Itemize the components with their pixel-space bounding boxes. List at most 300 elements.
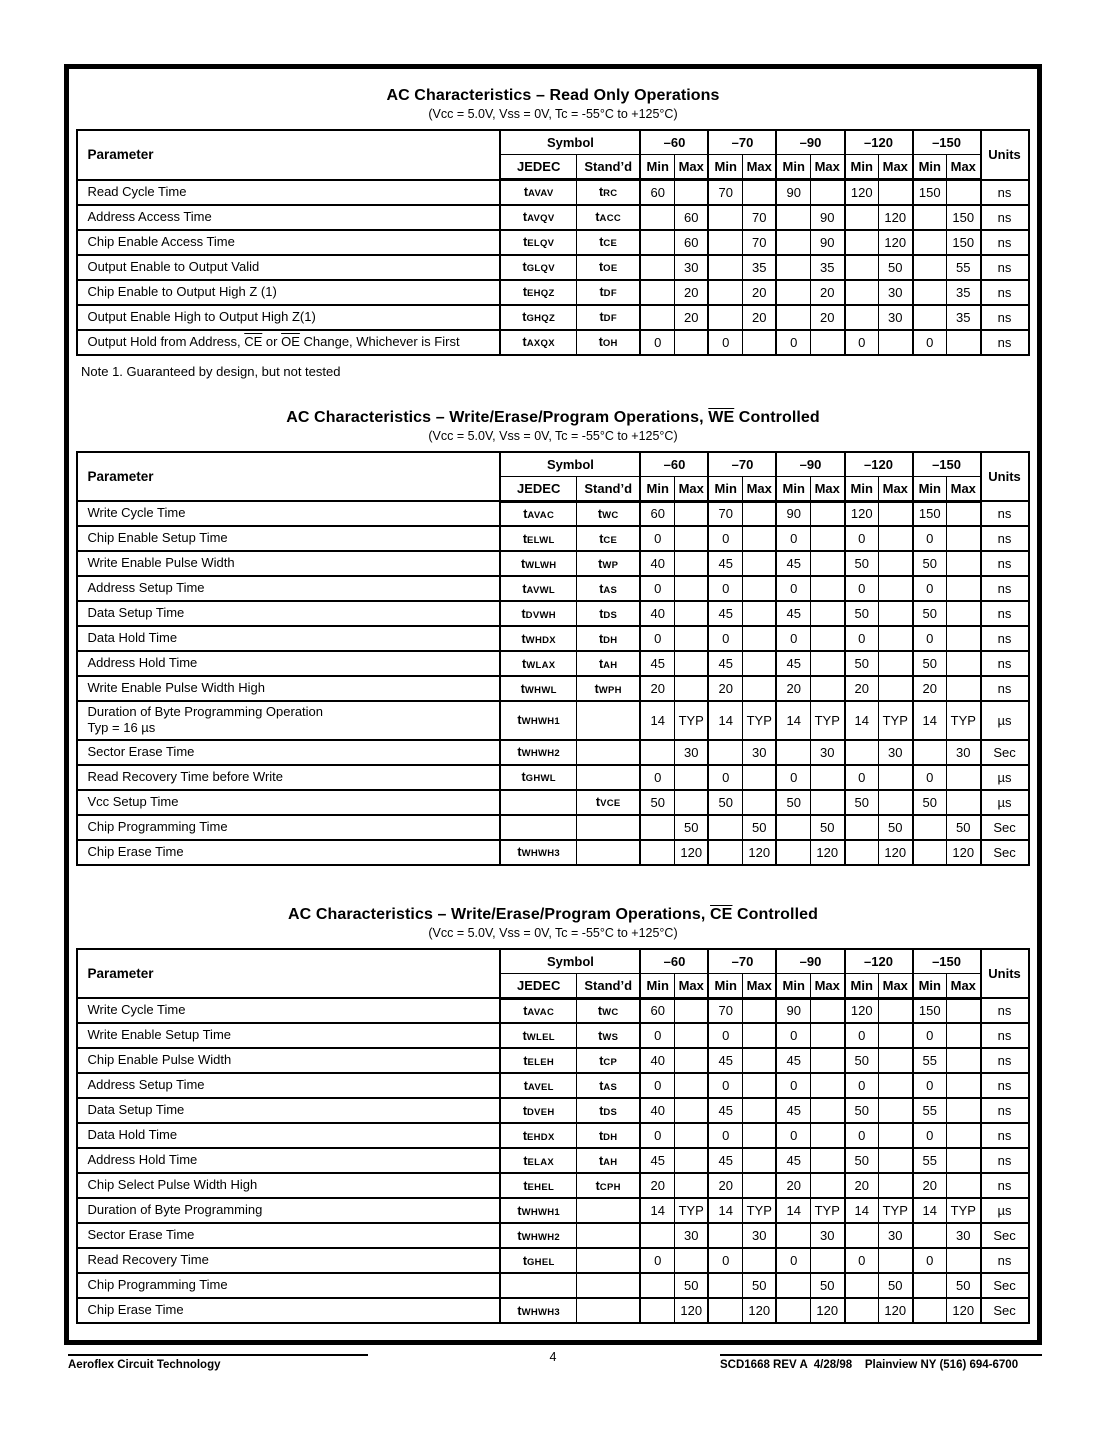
max-value-cell	[742, 1173, 776, 1198]
table-subtitle-we-controlled: (Vcc = 5.0V, Vss = 0V, Tc = -55°C to +125°C)	[428, 428, 678, 443]
min-value-cell: 0	[708, 330, 742, 355]
min-value-cell: 14	[913, 1198, 947, 1223]
max-value-cell	[947, 626, 981, 651]
max-value-cell	[742, 330, 776, 355]
units-cell: ns	[981, 180, 1029, 205]
parameter-cell: Chip Programming Time	[77, 815, 500, 840]
max-value-cell	[810, 180, 844, 205]
col-header-standd: Stand’d	[576, 973, 640, 998]
min-value-cell	[708, 205, 742, 230]
min-value-cell: 50	[913, 551, 947, 576]
max-value-cell	[674, 601, 708, 626]
min-value-cell: 0	[708, 1073, 742, 1098]
table-row	[77, 1173, 1028, 1198]
max-value-cell	[742, 790, 776, 815]
jedec-symbol-cell	[500, 305, 576, 330]
max-value-cell	[742, 676, 776, 701]
min-value-cell: 0	[640, 1123, 674, 1148]
jedec-symbol-cell	[500, 1148, 576, 1173]
max-value-cell: 30	[742, 1223, 776, 1248]
max-value-cell: 70	[742, 205, 776, 230]
max-value-cell	[879, 180, 913, 205]
max-value-cell	[674, 998, 708, 1023]
units-cell: Sec	[981, 815, 1029, 840]
min-value-cell	[708, 280, 742, 305]
min-value-cell	[776, 1223, 810, 1248]
jedec-symbol-cell	[500, 790, 576, 815]
units-cell: Sec	[981, 840, 1029, 865]
max-value-cell	[742, 1148, 776, 1173]
jedec-symbol-cell	[500, 501, 576, 526]
col-header-jedec: JEDEC	[500, 476, 576, 501]
max-value-cell	[947, 180, 981, 205]
max-value-cell	[810, 1023, 844, 1048]
min-value-cell: 90	[776, 501, 810, 526]
standd-symbol-cell	[576, 790, 640, 815]
min-value-cell	[640, 1298, 674, 1323]
table-row	[77, 501, 1028, 526]
timing-symbol: tAVQV	[522, 210, 555, 224]
max-value-cell	[947, 1148, 981, 1173]
table-row	[77, 551, 1028, 576]
min-value-cell: 14	[640, 701, 674, 740]
min-value-cell: 90	[776, 180, 810, 205]
col-header-units: Units	[981, 949, 1029, 999]
parameter-cell: Write Enable Pulse Width	[77, 551, 500, 576]
min-value-cell: 150	[913, 180, 947, 205]
section-we-controlled	[69, 379, 1037, 866]
col-header-max: Max	[810, 476, 844, 501]
jedec-symbol-cell	[500, 1248, 576, 1273]
max-value-cell: 120	[879, 1298, 913, 1323]
min-value-cell: 0	[913, 1248, 947, 1273]
col-header-min: Min	[708, 476, 742, 501]
table-row	[77, 701, 1028, 740]
max-value-cell	[879, 601, 913, 626]
max-value-cell	[810, 765, 844, 790]
min-value-cell	[708, 840, 742, 865]
max-value-cell	[674, 526, 708, 551]
min-value-cell	[845, 840, 879, 865]
parameter-cell: Chip Erase Time	[77, 840, 500, 865]
min-value-cell: 0	[845, 526, 879, 551]
max-value-cell	[879, 1073, 913, 1098]
parameter-cell: Chip Programming Time	[77, 1273, 500, 1298]
units-cell: ns	[981, 1023, 1029, 1048]
max-value-cell	[742, 1023, 776, 1048]
min-value-cell: 0	[845, 1248, 879, 1273]
max-value-cell	[947, 576, 981, 601]
max-value-cell	[879, 576, 913, 601]
min-value-cell: 50	[845, 601, 879, 626]
col-header-speed-grade-2: –70	[708, 949, 776, 974]
min-value-cell	[776, 305, 810, 330]
min-value-cell: 0	[913, 1123, 947, 1148]
min-value-cell: 0	[776, 330, 810, 355]
max-value-cell: 20	[742, 305, 776, 330]
min-value-cell: 55	[913, 1048, 947, 1073]
timing-symbol: tELEH	[523, 1053, 555, 1068]
timing-symbol: tAVWL	[522, 581, 556, 596]
units-cell: ns	[981, 305, 1029, 330]
min-value-cell: 0	[845, 1073, 879, 1098]
min-value-cell: 0	[845, 626, 879, 651]
max-value-cell	[674, 1023, 708, 1048]
parameter-cell: Write Cycle Time	[77, 998, 500, 1023]
max-value-cell	[742, 998, 776, 1023]
timing-symbol: tAH	[598, 656, 618, 671]
max-value-cell: 20	[742, 280, 776, 305]
max-value-cell: 50	[879, 255, 913, 280]
parameter-cell: Chip Select Pulse Width High	[77, 1173, 500, 1198]
max-value-cell	[810, 601, 844, 626]
min-value-cell: 0	[708, 1123, 742, 1148]
parameter-cell: Sector Erase Time	[77, 740, 500, 765]
max-value-cell: 50	[742, 1273, 776, 1298]
min-value-cell: 14	[708, 701, 742, 740]
min-value-cell: 20	[776, 1173, 810, 1198]
max-value-cell: TYP	[879, 701, 913, 740]
min-value-cell: 45	[708, 651, 742, 676]
timing-symbol: tWC	[597, 506, 619, 521]
max-value-cell	[947, 1173, 981, 1198]
parameter-cell: Write Enable Setup Time	[77, 1023, 500, 1048]
footer-doc-info: SCD1668 REV A 4/28/98 Plainview NY (516) 694-6700	[720, 1354, 1042, 1371]
jedec-symbol-cell	[500, 576, 576, 601]
timing-symbol: tGHWL	[521, 770, 556, 784]
col-header-max: Max	[879, 155, 913, 180]
units-cell: ns	[981, 576, 1029, 601]
max-value-cell: 35	[810, 255, 844, 280]
max-value-cell	[810, 1248, 844, 1273]
max-value-cell: 50	[810, 1273, 844, 1298]
standd-symbol-cell	[576, 1073, 640, 1098]
units-cell: ns	[981, 1073, 1029, 1098]
col-header-min: Min	[708, 155, 742, 180]
jedec-symbol-cell	[500, 815, 576, 840]
max-value-cell: 120	[742, 840, 776, 865]
col-header-speed-grade-3: –90	[776, 949, 844, 974]
timing-symbol: tWHWH1	[517, 1203, 561, 1218]
units-cell: ns	[981, 526, 1029, 551]
max-value-cell: 35	[947, 280, 981, 305]
max-value-cell	[810, 1073, 844, 1098]
jedec-symbol-cell	[500, 651, 576, 676]
standd-symbol-cell	[576, 1148, 640, 1173]
max-value-cell	[879, 1248, 913, 1273]
col-header-symbol: Symbol	[500, 130, 640, 155]
min-value-cell	[845, 1223, 879, 1248]
max-value-cell	[879, 526, 913, 551]
min-value-cell: 0	[640, 1073, 674, 1098]
jedec-symbol-cell	[500, 526, 576, 551]
max-value-cell	[742, 576, 776, 601]
min-value-cell: 50	[640, 790, 674, 815]
timing-symbol: tWLWH	[520, 556, 557, 571]
min-value-cell: 55	[913, 1098, 947, 1123]
min-value-cell: 0	[845, 576, 879, 601]
max-value-cell: TYP	[674, 1198, 708, 1223]
timing-symbol: tAH	[598, 1153, 618, 1168]
parameter-cell: Data Setup Time	[77, 1098, 500, 1123]
min-value-cell	[776, 840, 810, 865]
max-value-cell	[674, 1048, 708, 1073]
table-row	[77, 1298, 1028, 1323]
timing-symbol: tDVEH	[522, 1103, 555, 1118]
standd-symbol-cell	[576, 1098, 640, 1123]
min-value-cell	[708, 230, 742, 255]
min-value-cell: 50	[913, 651, 947, 676]
min-value-cell	[640, 230, 674, 255]
max-value-cell: 30	[674, 255, 708, 280]
table-row	[77, 840, 1028, 865]
min-value-cell: 60	[640, 501, 674, 526]
table-row	[77, 1123, 1028, 1148]
col-header-speed-grade-5: –150	[913, 130, 981, 155]
timing-symbol: tEHQZ	[522, 285, 555, 299]
col-header-max: Max	[742, 973, 776, 998]
min-value-cell: 0	[776, 1248, 810, 1273]
units-cell: ns	[981, 651, 1029, 676]
table-row	[77, 280, 1028, 305]
parameter-cell: Address Hold Time	[77, 1148, 500, 1173]
parameter-cell: Address Access Time	[77, 205, 500, 230]
min-value-cell	[776, 740, 810, 765]
col-header-parameter: Parameter	[77, 949, 500, 999]
max-value-cell: TYP	[674, 701, 708, 740]
min-value-cell: 20	[708, 1173, 742, 1198]
jedec-symbol-cell	[500, 1298, 576, 1323]
max-value-cell	[810, 1123, 844, 1148]
min-value-cell: 20	[845, 1173, 879, 1198]
table-row	[77, 305, 1028, 330]
max-value-cell: TYP	[742, 701, 776, 740]
max-value-cell	[742, 1073, 776, 1098]
parameter-cell: Data Hold Time	[77, 1123, 500, 1148]
units-cell: Sec	[981, 1223, 1029, 1248]
col-header-max: Max	[879, 973, 913, 998]
min-value-cell: 0	[708, 1023, 742, 1048]
min-value-cell: 50	[845, 1048, 879, 1073]
max-value-cell: 30	[742, 740, 776, 765]
min-value-cell	[845, 230, 879, 255]
table-title-ce-controlled: AC Characteristics – Write/Erase/Program Operations, CE Controlled	[287, 905, 819, 923]
min-value-cell: 50	[845, 551, 879, 576]
min-value-cell: 120	[845, 998, 879, 1023]
max-value-cell: 50	[947, 1273, 981, 1298]
table-row	[77, 998, 1028, 1023]
min-value-cell	[708, 1223, 742, 1248]
max-value-cell	[674, 501, 708, 526]
min-value-cell	[776, 815, 810, 840]
min-value-cell	[640, 280, 674, 305]
min-value-cell: 0	[640, 1248, 674, 1273]
max-value-cell	[674, 626, 708, 651]
max-value-cell	[947, 998, 981, 1023]
max-value-cell: TYP	[742, 1198, 776, 1223]
units-cell: ns	[981, 330, 1029, 355]
timing-symbol: tDS	[599, 1103, 618, 1118]
min-value-cell: 0	[640, 626, 674, 651]
max-value-cell	[674, 1173, 708, 1198]
col-header-max: Max	[674, 973, 708, 998]
max-value-cell: 30	[879, 305, 913, 330]
units-cell: Sec	[981, 740, 1029, 765]
overlined-signal-name: $\overline{OE}$	[281, 333, 300, 349]
timing-symbol: tRC	[598, 185, 618, 200]
timing-symbol: tWHWH2	[517, 1228, 561, 1243]
col-header-standd: Stand’d	[576, 155, 640, 180]
standd-symbol-cell	[576, 1248, 640, 1273]
jedec-symbol-cell	[500, 255, 576, 280]
max-value-cell	[947, 501, 981, 526]
units-cell: ns	[981, 998, 1029, 1023]
min-value-cell: 60	[640, 998, 674, 1023]
min-value-cell: 45	[708, 1048, 742, 1073]
min-value-cell	[845, 205, 879, 230]
parameter-cell: Address Setup Time	[77, 1073, 500, 1098]
timing-symbol: tELAX	[523, 1153, 555, 1168]
max-value-cell	[674, 1148, 708, 1173]
max-value-cell: TYP	[810, 1198, 844, 1223]
min-value-cell: 0	[640, 330, 674, 355]
units-cell: Sec	[981, 1298, 1029, 1323]
table-row	[77, 1223, 1028, 1248]
jedec-symbol-cell	[500, 1073, 576, 1098]
units-cell: µs	[981, 701, 1029, 740]
units-cell: ns	[981, 1248, 1029, 1273]
table-subtitle-read-only: (Vcc = 5.0V, Vss = 0V, Tc = -55°C to +125°C)	[428, 107, 678, 121]
col-header-max: Max	[674, 155, 708, 180]
timing-symbol: tDS	[599, 606, 618, 621]
parameter-cell: Output Enable to Output Valid	[77, 255, 500, 280]
min-value-cell	[913, 1223, 947, 1248]
jedec-symbol-cell	[500, 676, 576, 701]
min-value-cell: 0	[845, 765, 879, 790]
max-value-cell	[879, 1173, 913, 1198]
max-value-cell: 30	[879, 280, 913, 305]
col-header-max: Max	[742, 476, 776, 501]
min-value-cell: 0	[776, 576, 810, 601]
col-header-min: Min	[708, 973, 742, 998]
col-header-min: Min	[776, 973, 810, 998]
parameter-cell: Address Setup Time	[77, 576, 500, 601]
timing-symbol: tWS	[598, 1028, 619, 1043]
min-value-cell	[708, 1273, 742, 1298]
max-value-cell: 50	[810, 815, 844, 840]
col-header-max: Max	[810, 973, 844, 998]
standd-symbol-cell	[576, 1273, 640, 1298]
min-value-cell: 14	[708, 1198, 742, 1223]
max-value-cell: 30	[810, 740, 844, 765]
max-value-cell	[810, 1048, 844, 1073]
max-value-cell: 120	[879, 230, 913, 255]
max-value-cell	[947, 676, 981, 701]
min-value-cell: 90	[776, 998, 810, 1023]
overlined-signal-name: CE	[710, 905, 733, 923]
standd-symbol-cell	[576, 501, 640, 526]
max-value-cell	[947, 1048, 981, 1073]
units-cell: ns	[981, 501, 1029, 526]
max-value-cell	[810, 626, 844, 651]
max-value-cell	[742, 526, 776, 551]
min-value-cell: 120	[845, 180, 879, 205]
max-value-cell: 120	[810, 1298, 844, 1323]
timing-symbol: tWHWH3	[517, 845, 561, 859]
col-header-max: Max	[674, 476, 708, 501]
min-value-cell	[640, 1223, 674, 1248]
max-value-cell	[947, 1248, 981, 1273]
min-value-cell: 45	[708, 601, 742, 626]
max-value-cell	[810, 576, 844, 601]
min-value-cell	[845, 255, 879, 280]
min-value-cell: 0	[913, 1023, 947, 1048]
min-value-cell: 60	[640, 180, 674, 205]
standd-symbol-cell	[576, 551, 640, 576]
timing-symbol: tWHWH1	[517, 713, 561, 728]
col-header-min: Min	[776, 155, 810, 180]
min-value-cell	[776, 205, 810, 230]
units-cell: µs	[981, 765, 1029, 790]
max-value-cell	[879, 501, 913, 526]
timing-symbol: tCP	[599, 1053, 618, 1068]
min-value-cell	[913, 230, 947, 255]
max-value-cell	[674, 1098, 708, 1123]
table-row	[77, 1073, 1028, 1098]
min-value-cell: 0	[845, 1123, 879, 1148]
standd-symbol-cell	[576, 626, 640, 651]
ce-controlled-operations-table	[76, 948, 1029, 1325]
timing-symbol: tDH	[598, 1128, 618, 1143]
units-cell: ns	[981, 205, 1029, 230]
jedec-symbol-cell	[500, 1198, 576, 1223]
min-value-cell: 45	[776, 551, 810, 576]
max-value-cell	[742, 601, 776, 626]
max-value-cell: 30	[947, 740, 981, 765]
max-value-cell	[810, 501, 844, 526]
min-value-cell	[640, 305, 674, 330]
timing-symbol: tELQV	[523, 235, 555, 249]
timing-symbol: tCPH	[595, 1178, 621, 1193]
table-row	[77, 1198, 1028, 1223]
min-value-cell	[845, 280, 879, 305]
max-value-cell	[947, 651, 981, 676]
read-only-operations-table	[76, 129, 1029, 356]
max-value-cell: 50	[674, 815, 708, 840]
col-header-min: Min	[913, 973, 947, 998]
min-value-cell	[640, 255, 674, 280]
jedec-symbol-cell	[500, 230, 576, 255]
jedec-symbol-cell	[500, 998, 576, 1023]
standd-symbol-cell	[576, 601, 640, 626]
max-value-cell	[810, 330, 844, 355]
timing-symbol: tOH	[598, 335, 618, 349]
table-title-we-controlled: AC Characteristics – Write/Erase/Program Operations, WE Controlled	[286, 408, 820, 426]
col-header-symbol: Symbol	[500, 949, 640, 974]
min-value-cell: 0	[913, 330, 947, 355]
standd-symbol-cell	[576, 526, 640, 551]
timing-symbol: tDF	[599, 285, 617, 299]
min-value-cell: 14	[776, 701, 810, 740]
units-cell: ns	[981, 1173, 1029, 1198]
timing-symbol: tWHWL	[520, 681, 557, 696]
timing-symbol: tDF	[599, 310, 617, 324]
col-header-speed-grade-1: –60	[640, 949, 708, 974]
max-value-cell	[674, 1248, 708, 1273]
col-header-min: Min	[640, 476, 674, 501]
timing-symbol: tWLEL	[522, 1028, 555, 1043]
timing-symbol: tELWL	[522, 531, 555, 546]
